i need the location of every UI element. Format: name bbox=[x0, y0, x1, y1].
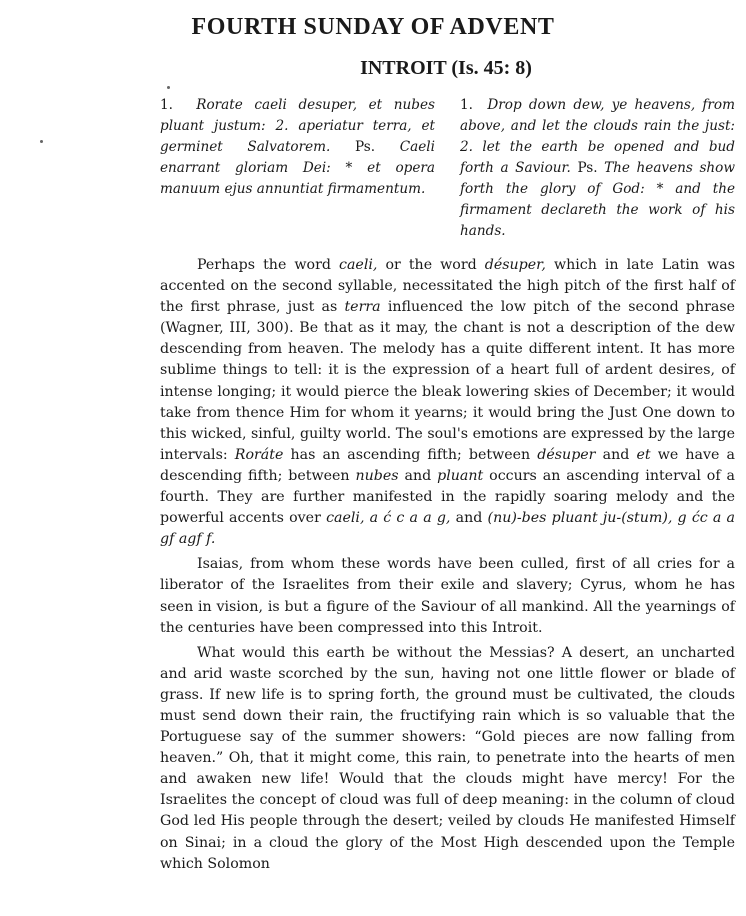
psalm-marker: Ps. bbox=[577, 160, 598, 176]
speck-mark bbox=[167, 86, 170, 89]
psalm-marker: Ps. bbox=[355, 139, 376, 155]
latin-word: et bbox=[636, 446, 651, 463]
section-title: INTROIT bbox=[360, 57, 447, 79]
text-run: which in late Latin was accented on the second syllable, necessitated the high pitch of the first half of the first phrase, just as bbox=[160, 257, 735, 316]
verse-number: 1. bbox=[160, 97, 173, 113]
verse-number: 1. bbox=[460, 97, 473, 113]
latin-word: pluant bbox=[437, 467, 484, 484]
latin-word: désuper bbox=[537, 446, 596, 463]
commentary-paragraph-3: What would this earth be without the Messias? A desert, an uncharted and arid waste scorched by the sun, having not one little flower or blade of grass. If new life is to spring forth, the ground must be cultivated, the clouds must send down their rain, the fructifying rain which is so valuable that the Portuguese say of the summer showers: “Gold pieces are now falling from heaven.” Oh, that it might come, this rain, to penetrate into the hearts of men and awaken new life! Would that the clouds might have mercy! For the Israelites the concept of cloud was full of deep meaning: in the column of cloud God led His people through the desert; veiled by clouds He manifested Himself on Sinai; in a cloud the glory of the Most High descended upon the Temple which Solomon bbox=[160, 644, 735, 872]
latin-word: terra bbox=[344, 299, 381, 316]
text-run: and bbox=[602, 446, 630, 463]
commentary-paragraph-2: Isaias, from whom these words have been culled, first of all cries for a liberator of the Israelites from their exile and slavery; Cyrus, whom he has seen in vision, is but a figure of the Saviour of all mankind. All the yearnings of the centuries have been compressed into this Introit. bbox=[160, 556, 735, 636]
scripture-reference: (Is. 45: 8) bbox=[451, 57, 532, 79]
text-run: or the word bbox=[385, 257, 477, 273]
text-run: we have a descending fifth; between bbox=[160, 446, 735, 484]
commentary-body bbox=[160, 255, 735, 875]
neume-notation: caeli, a ć c a a g, bbox=[326, 510, 451, 527]
text-run: Perhaps the word bbox=[197, 257, 331, 273]
english-text-column bbox=[460, 95, 735, 242]
page-title: FOURTH SUNDAY OF ADVENT bbox=[191, 14, 555, 40]
text-run: occurs an ascending interval of a fourth. They are further manifested in the rapidly soaring melody and the powerful accents over bbox=[160, 467, 736, 527]
text-run: influenced the low pitch of the second phrase (Wagner, III, 300). Be that as it may, the chant is not a description of the dew descending from heaven. The melody has a quite different intent. It has more sublime things to tell: it is the expression of a heart full of ardent desires, of intense longing; it would pierce the bleak lowering skies of December; it would take from thence Him for whom it yearns; it would bring the Just One down to this wicked, sinful, guilty world. The soul's emotions are expressed by the large intervals: bbox=[160, 299, 736, 463]
latin-word: Roráte bbox=[234, 446, 284, 463]
text-run: has an ascending fifth; between bbox=[290, 446, 531, 463]
neume-notation: (nu)-bes pluant ju-(stum), g ćc a a gf agf f. bbox=[160, 510, 736, 548]
text-run: and bbox=[455, 510, 483, 527]
text-run: and bbox=[404, 467, 432, 484]
english-psalm-text: The heavens show forth the glory of God: * and the firmament declareth the work of his hands. bbox=[460, 160, 735, 239]
section-heading bbox=[0, 57, 746, 80]
latin-word: caeli, bbox=[339, 257, 378, 273]
english-verse-text: Drop down dew, ye heavens, from above, and let the clouds rain the just: 2. let the earth be opened and bud forth a Saviour. bbox=[460, 97, 735, 176]
latin-word: nubes bbox=[355, 467, 399, 484]
commentary-paragraph-1 bbox=[160, 255, 735, 550]
speck-mark bbox=[40, 140, 43, 143]
latin-psalm-text: Caeli enarrant gloriam Dei: * et opera manuum ejus annuntiat firmamentum. bbox=[160, 139, 435, 197]
latin-verse-text: Rorate caeli desuper, et nubes pluant justum: 2. aperiatur terra, et germinet Salvatorem. bbox=[160, 97, 435, 155]
latin-text-column bbox=[160, 95, 435, 200]
latin-word: désuper, bbox=[484, 257, 546, 273]
